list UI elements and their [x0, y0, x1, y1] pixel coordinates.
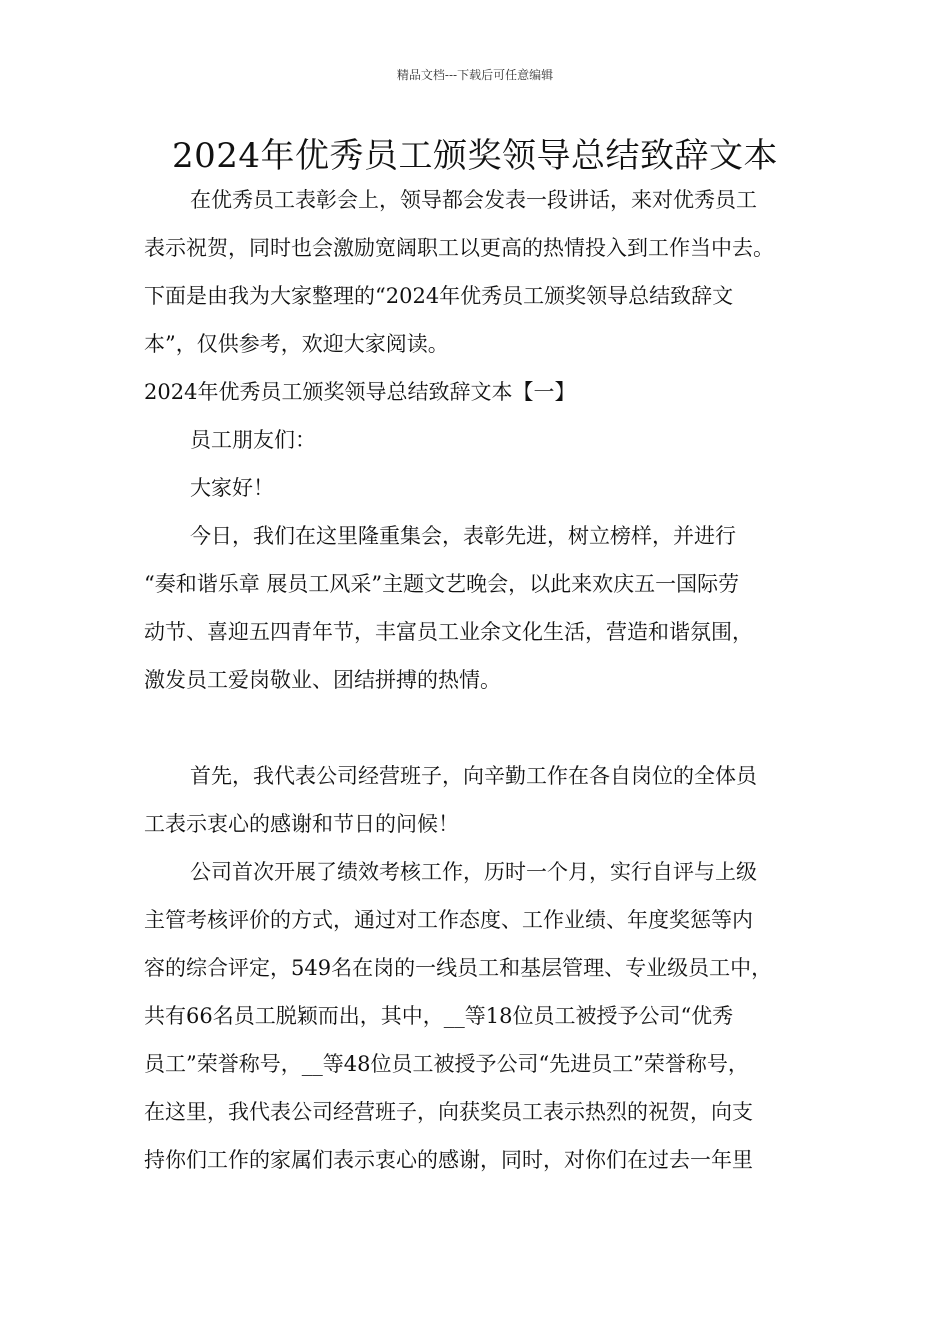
paragraph-gap [144, 704, 824, 752]
paragraph-line: 今日，我们在这里隆重集会，表彰先进，树立榜样，并进行 [190, 524, 736, 548]
paragraph-line: “奏和谐乐章 展员工风采”主题文艺晚会，以此来欢庆五一国际劳 [144, 572, 740, 596]
page-title: 2024年优秀员工颁奖领导总结致辞文本 [171, 136, 779, 176]
paragraph-line: 在这里，我代表公司经营班子，向获奖员工表示热烈的祝贺，向支 [144, 1100, 753, 1124]
paragraph-line: 动节、喜迎五四青年节，丰富员工业余文化生活，营造和谐氛围， [144, 620, 753, 644]
section-heading: 2024年优秀员工颁奖领导总结致辞文本【一】 [144, 380, 576, 404]
paragraph-line: 激发员工爱岗敬业、团结拼搏的热情。 [144, 668, 501, 692]
paragraph-line: 在优秀员工表彰会上，领导都会发表一段讲话，来对优秀员工 [190, 188, 757, 212]
paragraph-line: 持你们工作的家属们表示衷心的感谢，同时，对你们在过去一年里 [144, 1148, 753, 1172]
paragraph-line: 下面是由我为大家整理的“2024年优秀员工颁奖领导总结致辞文 [144, 284, 734, 308]
paragraph-line: 本”，仅供参考，欢迎大家阅读。 [144, 332, 449, 356]
greeting: 大家好！ [190, 476, 274, 500]
paragraph-line: 主管考核评价的方式，通过对工作态度、工作业绩、年度奖惩等内 [144, 908, 753, 932]
paragraph-line: 工表示衷心的感谢和节日的问候！ [144, 812, 459, 836]
salutation: 员工朋友们： [190, 428, 316, 452]
paragraph-line: 员工”荣誉称号，__等48位员工被授予公司“先进员工”荣誉称号， [144, 1052, 749, 1076]
paragraph-line: 共有66名员工脱颖而出，其中，__等18位员工被授予公司“优秀 [144, 1004, 734, 1028]
paragraph-line: 容的综合评定，549名在岗的一线员工和基层管理、专业级员工中， [144, 956, 773, 980]
paragraph-line: 公司首次开展了绩效考核工作，历时一个月，实行自评与上级 [190, 860, 757, 884]
document-body [144, 176, 824, 1184]
paragraph-line: 表示祝贺，同时也会激励宽阔职工以更高的热情投入到工作当中去。 [144, 236, 774, 260]
paragraph-line: 首先，我代表公司经营班子，向辛勤工作在各自岗位的全体员 [190, 764, 757, 788]
header-note: 精品文档---下载后可任意编辑 [396, 68, 554, 82]
